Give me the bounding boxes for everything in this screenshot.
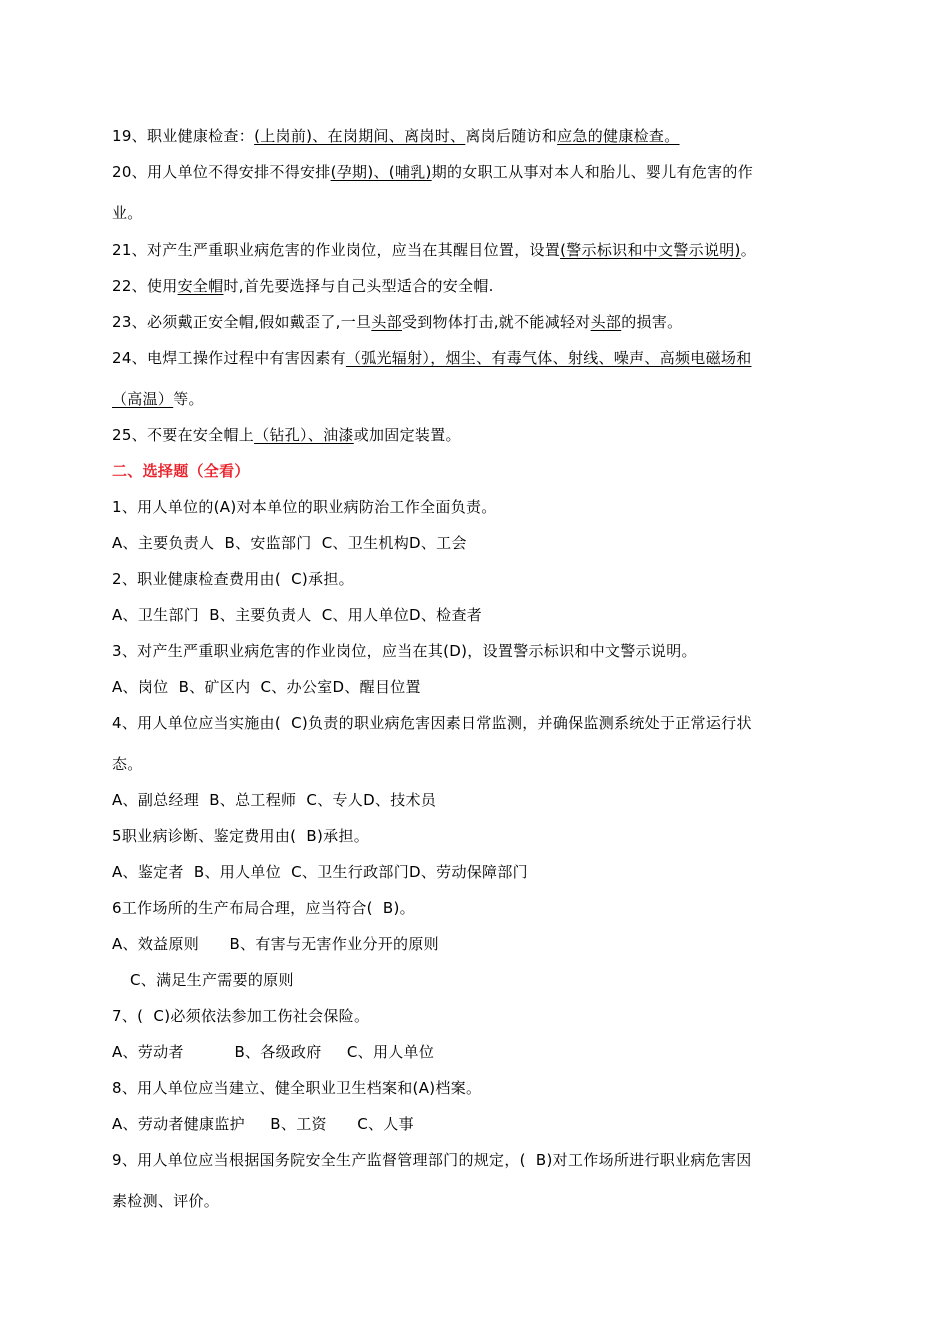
choice-options-7: A、劳动者 B、各级政府 C、用人单位 xyxy=(112,1043,435,1061)
choice-question-2: 2、职业健康检查费用由( C)承担。 xyxy=(112,570,354,588)
fill-in-q22: 22、使用安全帽时,首先要选择与自己头型适合的安全帽. xyxy=(112,277,494,295)
fill-in-q21: 21、对产生严重职业病危害的作业岗位，应当在其醒目位置，设置(警示标识和中文警示说明)。 xyxy=(112,241,757,259)
section-heading: 二、选择题（全看） xyxy=(112,462,250,480)
choice-question-1: 1、用人单位的(A)对本单位的职业病防治工作全面负责。 xyxy=(112,498,497,516)
fill-in-q20: 20、用人单位不得安排不得安排(孕期)、(哺乳)期的女职工从事对本人和胎儿、婴儿有危害的作 xyxy=(112,163,754,181)
choice-options-2: A、卫生部门 B、主要负责人 C、用人单位D、检查者 xyxy=(112,606,483,624)
choice-question-4: 4、用人单位应当实施由( C)负责的职业病危害因素日常监测，并确保监测系统处于正常运行状 xyxy=(112,714,752,732)
fill-in-q25: 25、不要在安全帽上（钻孔）、油漆或加固定装置。 xyxy=(112,426,461,444)
choice-question-5: 5职业病诊断、鉴定费用由( B)承担。 xyxy=(112,827,370,845)
choice-options-6: A、效益原则 B、有害与无害作业分开的原则 xyxy=(112,935,439,953)
choice-options-8: A、劳动者健康监护 B、工资 C、人事 xyxy=(112,1115,414,1133)
choice-question-7: 7、( C)必须依法参加工伤社会保险。 xyxy=(112,1007,370,1025)
choice-options-4: A、副总经理 B、总工程师 C、专人D、技术员 xyxy=(112,791,437,809)
fill-in-q20-continuation: 业。 xyxy=(112,204,143,222)
choice-question-9-continuation: 素检测、评价。 xyxy=(112,1192,220,1210)
fill-in-q24-continuation: （高温）等。 xyxy=(112,390,204,408)
choice-question-3: 3、对产生严重职业病危害的作业岗位，应当在其(D)，设置警示标识和中文警示说明。 xyxy=(112,642,697,660)
choice-question-6: 6工作场所的生产布局合理，应当符合( B)。 xyxy=(112,899,415,917)
fill-in-q24: 24、电焊工操作过程中有害因素有（弧光辐射），烟尘、有毒气体、射线、噪声、高频电磁场和 xyxy=(112,349,752,367)
choice-question-4-continuation: 态。 xyxy=(112,755,143,773)
fill-in-q19: 19、职业健康检查：(上岗前)、在岗期间、离岗时、离岗后随访和应急的健康检查。 xyxy=(112,127,680,145)
choice-options-3: A、岗位 B、矿区内 C、办公室D、醒目位置 xyxy=(112,678,421,696)
choice-options-1: A、主要负责人 B、安监部门 C、卫生机构D、工会 xyxy=(112,534,467,552)
choice-options-5: A、鉴定者 B、用人单位 C、卫生行政部门D、劳动保障部门 xyxy=(112,863,528,881)
choice-question-8: 8、用人单位应当建立、健全职业卫生档案和(A)档案。 xyxy=(112,1079,482,1097)
choice-options-6-continuation: C、满足生产需要的原则 xyxy=(130,971,294,989)
fill-in-q23: 23、必须戴正安全帽,假如戴歪了,一旦头部受到物体打击,就不能减轻对头部的损害。 xyxy=(112,313,683,331)
choice-question-9: 9、用人单位应当根据国务院安全生产监督管理部门的规定，( B)对工作场所进行职业病危害因 xyxy=(112,1151,752,1169)
